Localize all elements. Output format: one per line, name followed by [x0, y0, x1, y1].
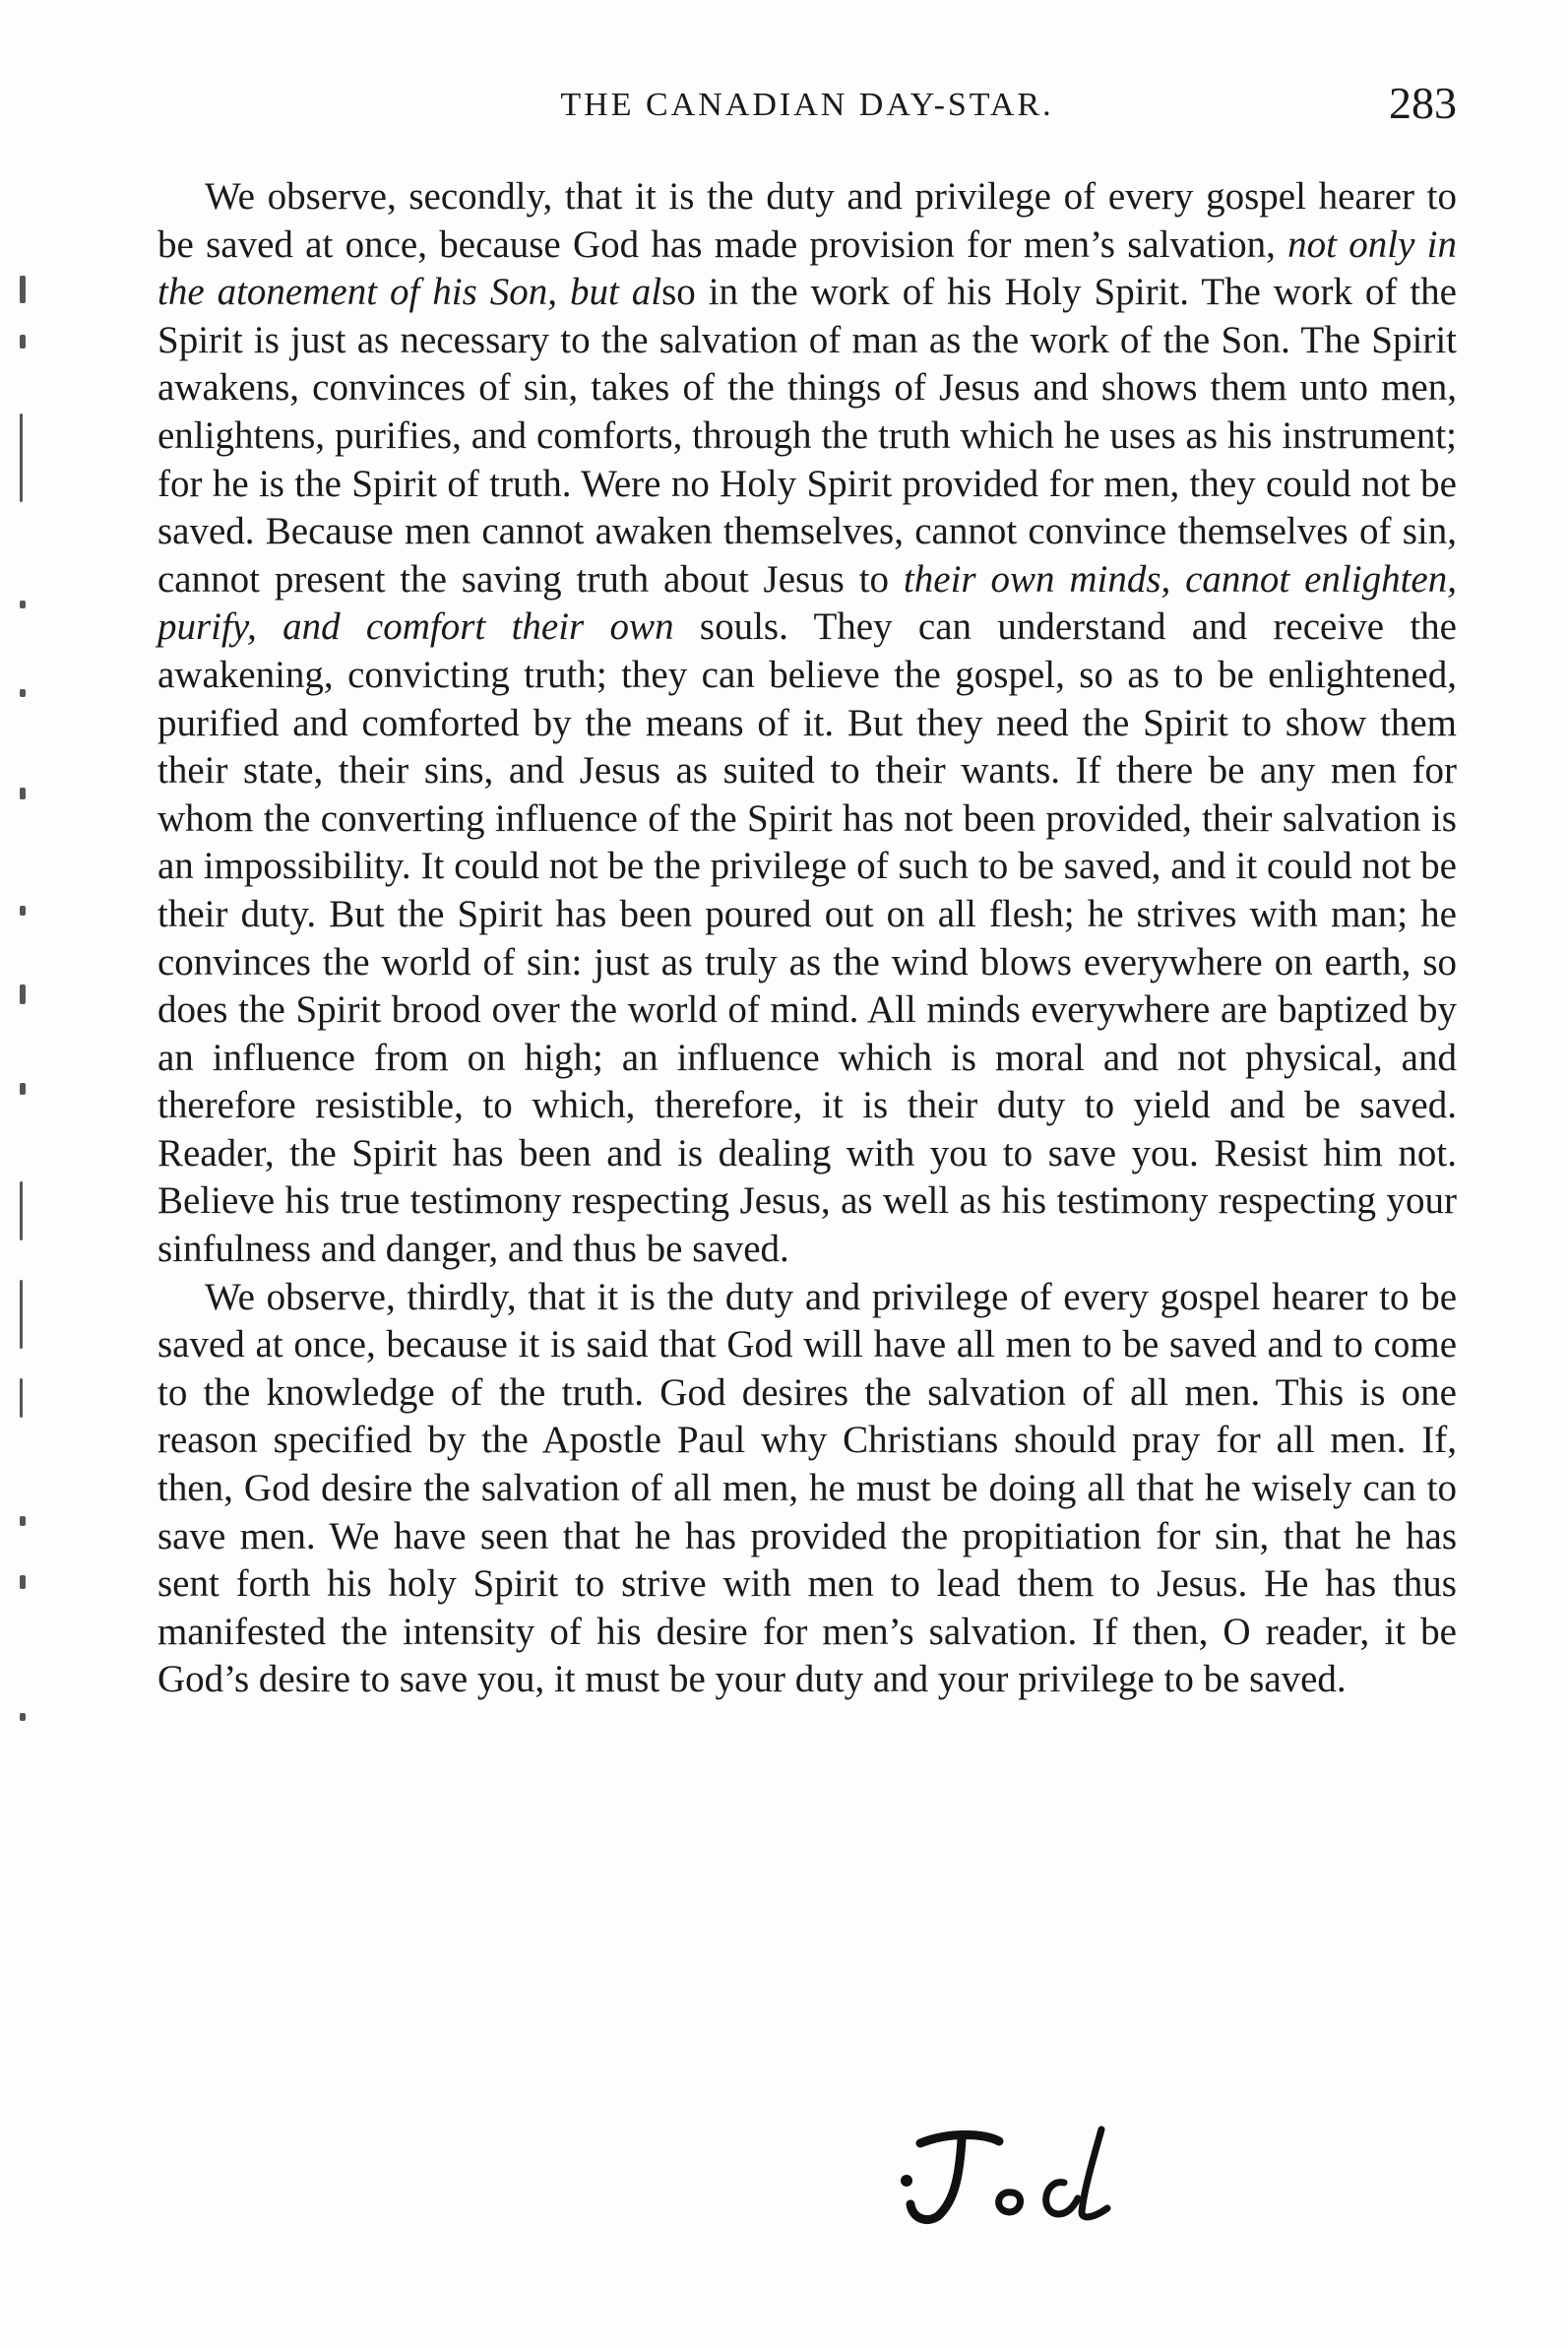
handwritten-signature [891, 2122, 1117, 2230]
article-body [157, 173, 1457, 1704]
paragraph-text: souls. They can understand and receive the awakening, convicting truth; they can believe the gospel, so as to be enlightened, purified and comforted by the means of it. But they need the Spirit to show them their state, their sins, and Jesus as suited to their wants. If there be any men for whom the converting influence of the Spirit has not been provided, their salvation is an impossibility. It could not be the privilege of such to be saved, and it could not be their duty. But the Spirit has been poured out on all flesh; he strives with man; he convinces the world of sin: just as truly as the wind blows everywhere on earth, so does the Spirit brood over the world of mind. All minds everywhere are baptized by an influence from on high; an influence which is moral and not physical, and therefore resistible, to which, therefore, it is their duty to yield and be saved. Reader, the Spirit has been and is dealing with you to save you. Resist him not. Believe his true testimony respecting Jesus, as well as his testimony respecting your sinfulness and danger, and thus be saved. [157, 605, 1457, 1271]
paragraph-text: We observe, thirdly, that it is the duty and privilege of every gospel hearer to be saved at once, because it is said that God will have all men to be saved and to come to the knowledge of the truth. God desires the salvation of all men. This is one reason specified by the Apostle Paul why Christians should pray for all men. If, then, God desire the salvation of all men, he must be doing all that he wisely can to save men. We have seen that he has provided the propitiation for sin, that he has sent forth his holy Spirit to strive with men to lead them to Jesus. He has thus manifested the intensity of his desire for men’s salvation. If then, O reader, it be God’s desire to save you, it must be your duty and your privilege to be saved. [157, 1275, 1457, 1701]
paragraph-italic-text: their own minds, cannot enlighten, purify, and comfort their own [157, 557, 1457, 649]
paragraph-thirdly [157, 1274, 1457, 1704]
paragraph-text: so in the work of his Holy Spirit. The work of the Spirit is just as necessary to the salvation of man as the work of the Son. The Spirit awakens, convinces of sin, takes of the things of Jesus and shows them unto men, enlightens, purifies, and comforts, through the truth which he uses as his instrument; for he is the Spirit of truth. Were no Holy Spirit provided for men, they could not be saved. Because men cannot awaken themselves, cannot convince themselves of sin, cannot present the saving truth about Jesus to [157, 271, 1457, 601]
paragraph-italic-text: not only in the atonement of his Son, but al [157, 222, 1457, 314]
page-header [157, 78, 1457, 146]
running-title: THE CANADIAN DAY-STAR. [560, 87, 1054, 123]
paragraph-text: We observe, secondly, that it is the duty and privilege of every gospel hearer to be saved at once, because God has made provision for men’s salvation, [157, 175, 1457, 266]
page-number: 283 [1389, 78, 1457, 128]
paragraph-secondly [157, 173, 1457, 1274]
margin-scan-marks [20, 276, 59, 1752]
